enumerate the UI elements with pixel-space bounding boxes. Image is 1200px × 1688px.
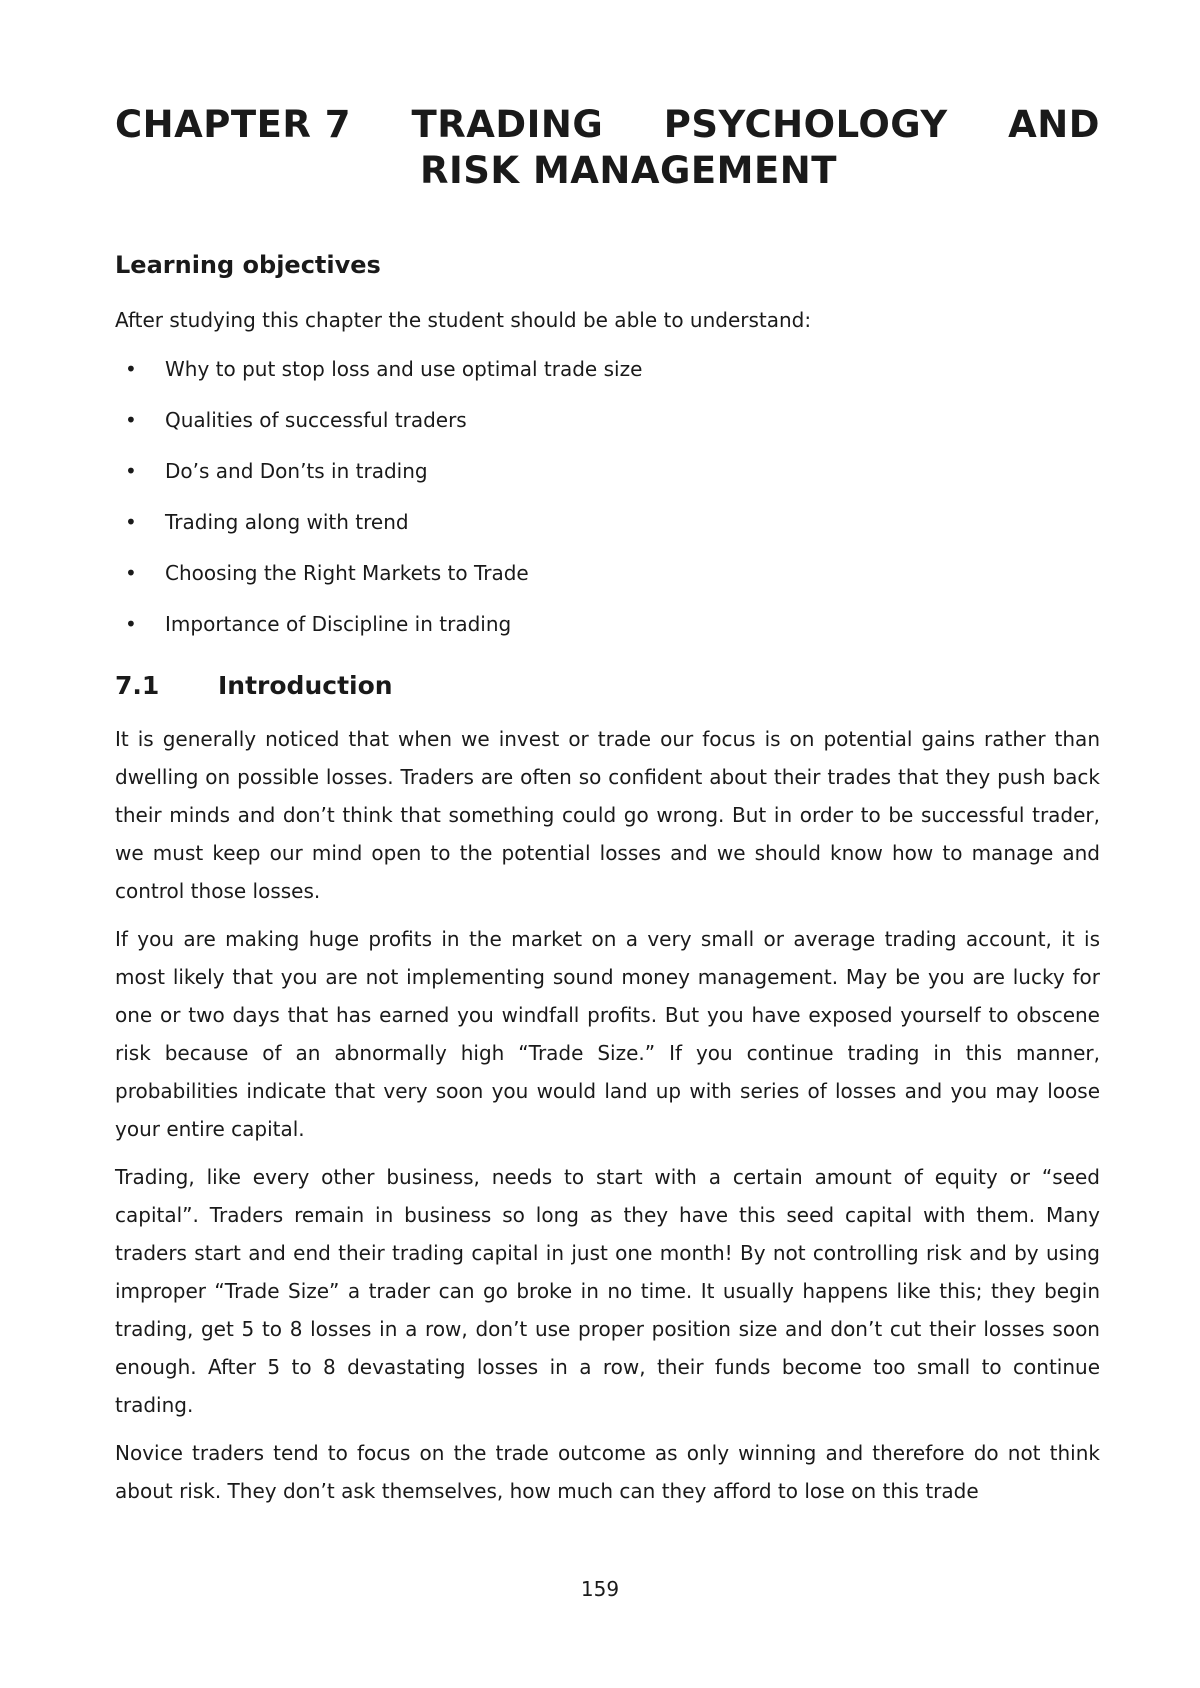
paragraph-1: It is generally noticed that when we invest or trade our focus is on potential gains rather than dwelling on possible losses. Traders are often so confident about their trades that they push back their minds and don’t think that something could go wrong. But in order to be successful trader, we must keep our mind open to the potential losses and we should know how to manage and control those losses.: [115, 727, 1100, 903]
paragraph-4: Novice traders tend to focus on the trade outcome as only winning and therefore do not think about risk. They don’t ask themselves, how much can they afford to lose on this trade: [115, 1441, 1100, 1503]
list-item: [115, 509, 642, 560]
learning-objectives-intro: After studying this chapter the student should be able to understand:: [115, 308, 812, 332]
list-item-text: Choosing the Right Markets to Trade: [165, 561, 529, 585]
bullet-icon: •: [125, 510, 137, 534]
list-item: [115, 458, 642, 509]
bullet-icon: •: [125, 357, 137, 381]
list-item-text: Trading along with trend: [165, 510, 409, 534]
list-item-text: Do’s and Don’ts in trading: [165, 459, 428, 483]
chapter-number: CHAPTER 7: [115, 103, 352, 146]
section-title: Introduction: [218, 671, 393, 700]
learning-objectives-heading: Learning objectives: [115, 251, 381, 279]
list-item-text: Importance of Discipline in trading: [165, 612, 512, 636]
bullet-icon: •: [125, 561, 137, 585]
chapter-title: [115, 102, 1100, 194]
chapter-title-word-trading: TRADING: [411, 103, 604, 146]
section-heading: [115, 670, 393, 702]
list-item: [115, 407, 642, 458]
list-item-text: Why to put stop loss and use optimal trade size: [165, 357, 643, 381]
bullet-icon: •: [125, 408, 137, 432]
chapter-title-line-1: [115, 102, 1100, 148]
list-item: [115, 356, 642, 407]
list-item: [115, 611, 642, 662]
section-number: 7.1: [115, 671, 160, 700]
list-item-text: Qualities of successful traders: [165, 408, 467, 432]
chapter-title-line-2: RISK MANAGEMENT: [420, 149, 837, 192]
bullet-icon: •: [125, 612, 137, 636]
paragraph-3: Trading, like every other business, needs to start with a certain amount of equity or “seed capital”. Traders remain in business so long as they have this seed capital with them. Many traders start and end their trading capital in just one month! By not controlling risk and by using improper “Trade Size” a trader can go broke in no time. It usually happens like this; they begin trading, get 5 to 8 losses in a row, don’t use proper position size and don’t cut their losses soon enough. After 5 to 8 devastating losses in a row, their funds become too small to continue trading.: [115, 1165, 1100, 1417]
paragraph-2: If you are making huge profits in the market on a very small or average trading account, it is most likely that you are not implementing sound money management. May be you are lucky for one or two days that has earned you windfall profits. But you have exposed yourself to obscene risk because of an abnormally high “Trade Size.” If you continue trading in this manner, probabilities indicate that very soon you would land up with series of losses and you may loose your entire capital.: [115, 927, 1100, 1141]
chapter-title-word-and: AND: [1008, 103, 1100, 146]
bullet-icon: •: [125, 459, 137, 483]
chapter-title-word-psychology: PSYCHOLOGY: [663, 103, 948, 146]
list-item: [115, 560, 642, 611]
page-number: 159: [580, 1577, 620, 1601]
learning-objectives-list: [115, 356, 642, 662]
